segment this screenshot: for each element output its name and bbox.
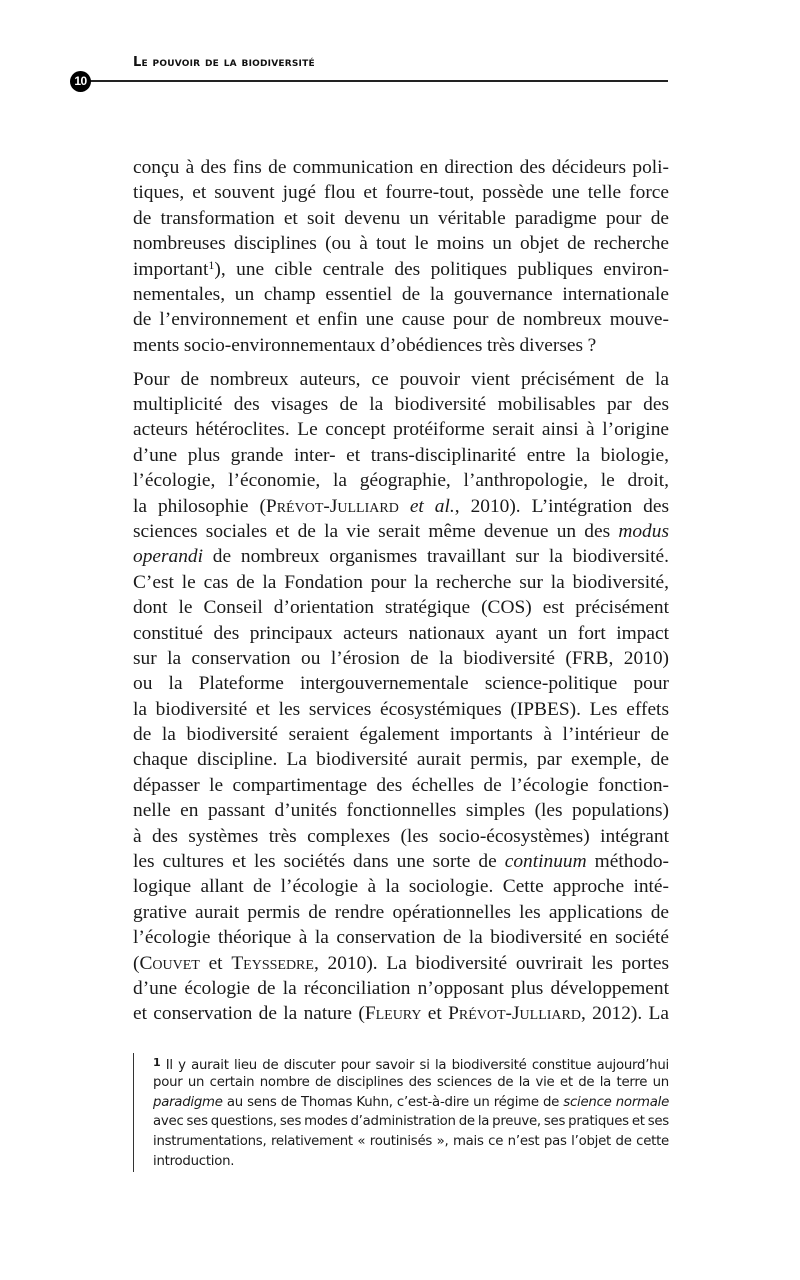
text-segment: grative aurait permis de rendre opérationnelles les applications de — [133, 901, 669, 923]
text-line — [133, 468, 669, 493]
text-segment: tiques, et souvent jugé flou et fourre-tout, possède une telle force — [133, 182, 669, 204]
text-segment: et — [421, 1003, 449, 1025]
text-segment: paradigme — [153, 1094, 223, 1110]
text-line — [133, 900, 669, 925]
text-segment: Prévot-Julliard — [448, 1003, 581, 1025]
text-segment: pour un certain nombre de disciplines des sciences de la vie et de la terre un — [153, 1074, 669, 1090]
text-line — [133, 595, 669, 620]
text-line — [133, 824, 669, 849]
text-segment: et conservation de la nature ( — [133, 1003, 365, 1025]
text-line — [133, 849, 669, 874]
text-line — [153, 1053, 669, 1073]
text-line — [133, 747, 669, 772]
text-segment: , 2012). La — [581, 1003, 669, 1025]
text-line — [133, 976, 669, 1001]
text-segment: de transformation et soit devenu un véritable paradigme pour de — [133, 207, 669, 229]
text-line — [133, 671, 669, 696]
text-line — [133, 307, 669, 332]
text-segment: de la biodiversité seraient également importants à l’intérieur de — [133, 724, 669, 746]
text-line — [133, 697, 669, 722]
text-segment: et al. — [409, 495, 455, 517]
text-segment: introduction. — [153, 1153, 235, 1169]
text-line — [133, 494, 669, 519]
text-segment: 1 — [153, 1056, 161, 1069]
text-segment: la philosophie ( — [133, 495, 266, 517]
text-segment: instrumentations, relativement « routinisés », mais ce n’est pas l’objet de cette — [153, 1134, 669, 1150]
text-segment: nementales, un champ essentiel de la gouvernance internationale — [133, 283, 669, 305]
body-text — [133, 155, 669, 1035]
text-segment — [399, 496, 410, 517]
text-line — [153, 1152, 669, 1172]
footnote-ref: 1 — [208, 257, 215, 272]
text-segment: sur la conservation ou l’érosion de la biodiversité (FRB, 2010) — [133, 647, 669, 669]
text-line — [133, 544, 669, 569]
text-line — [133, 519, 669, 544]
text-line — [133, 798, 669, 823]
text-segment: logique allant de l’écologie à la sociologie. Cette approche inté- — [133, 876, 669, 898]
text-segment: la biodiversité et les services écosystémiques (IPBES). Les effets — [133, 698, 669, 720]
text-line — [133, 925, 669, 950]
text-segment: , 2010). L’intégration des — [454, 495, 669, 517]
text-segment: multiplicité des visages de la biodiversité mobilisables par des — [133, 394, 669, 416]
text-segment: nelle en passant d’unités fonctionnelles simples (les populations) — [133, 800, 669, 822]
text-segment: modus — [618, 520, 669, 542]
text-segment: avec ses questions, ses modes d’administration de la preuve, ses pratiques et ses — [153, 1114, 669, 1130]
text-segment: acteurs hétéroclites. Le concept protéiforme serait ainsi à l’origine — [133, 419, 669, 441]
text-segment: et — [199, 952, 232, 974]
text-line — [133, 392, 669, 417]
text-line — [133, 155, 669, 180]
text-segment: dépasser le compartimentage des échelles de l’écologie fonction- — [133, 774, 669, 796]
text-segment: Fleury — [364, 1003, 422, 1025]
text-segment: nombreuses disciplines (ou à tout le moins un objet de recherche — [133, 233, 669, 255]
text-segment: les cultures et les sociétés dans une sorte de — [133, 851, 505, 873]
text-segment: Teyssedre — [231, 952, 314, 974]
text-segment: C’est le cas de la Fondation pour la recherche sur la biodiversité, — [133, 571, 669, 593]
text-segment: Prévot-Julliard — [265, 495, 399, 517]
text-line — [133, 231, 669, 256]
text-segment: de l’environnement et enfin une cause pour de nombreux mouve- — [133, 309, 669, 331]
text-segment: à des systèmes très complexes (les socio-écosystèmes) intégrant — [133, 825, 669, 847]
text-line — [153, 1073, 669, 1093]
footnote — [133, 1053, 669, 1172]
text-segment: l’écologie théorique à la conservation de la biodiversité en société — [133, 927, 669, 949]
text-segment: ments socio-environnementaux d’obédiences très diverses ? — [133, 334, 597, 356]
header-rule — [88, 80, 668, 82]
text-segment: Couvet — [139, 952, 200, 974]
text-line — [133, 206, 669, 231]
text-segment: operandi — [133, 546, 204, 568]
text-line — [133, 646, 669, 671]
text-line — [133, 333, 669, 358]
text-line — [133, 417, 669, 442]
text-line — [133, 874, 669, 899]
text-segment: chaque discipline. La biodiversité aurait permis, par exemple, de — [133, 749, 669, 771]
text-segment: d’une écologie de la réconciliation n’opposant plus développement — [133, 978, 669, 999]
text-segment: Il y aurait lieu de discuter pour savoir si la biodiversité constitue aujourd’hui — [160, 1057, 669, 1073]
text-segment: Pour de nombreux auteurs, ce pouvoir vient précisément de la — [133, 368, 669, 390]
text-segment: constitué des principaux acteurs nationaux ayant un fort impact — [133, 622, 669, 644]
text-line — [133, 257, 669, 282]
text-segment: l’écologie, l’économie, la géographie, l’anthropologie, le droit, — [133, 470, 669, 492]
text-segment: dont le Conseil d’orientation stratégique (COS) est précisément — [133, 597, 669, 619]
text-segment: important — [133, 258, 209, 280]
paragraph — [133, 155, 669, 358]
text-segment: ), une cible centrale des politiques publiques environ- — [214, 258, 669, 280]
text-line — [153, 1112, 669, 1132]
text-segment: ( — [133, 952, 140, 974]
text-line — [153, 1093, 669, 1113]
text-segment: méthodo- — [586, 851, 669, 873]
text-segment: de nombreux organismes travaillant sur la biodiversité. — [203, 546, 669, 568]
page-number-badge: 10 — [70, 71, 91, 92]
text-line — [133, 773, 669, 798]
text-line — [133, 180, 669, 205]
text-segment: conçu à des fins de communication en direction des décideurs poli- — [133, 157, 669, 178]
text-line — [133, 443, 669, 468]
text-line — [133, 282, 669, 307]
text-line — [133, 722, 669, 747]
text-segment: science normale — [563, 1094, 670, 1110]
text-segment: d’une plus grande inter- et trans-disciplinarité entre la biologie, — [133, 444, 669, 466]
text-line — [133, 367, 669, 392]
running-header-title: Le pouvoir de la biodiversité — [133, 55, 315, 70]
text-line — [153, 1132, 669, 1152]
paragraph — [133, 367, 669, 1027]
text-segment: , 2010). La biodiversité ouvrirait les portes — [313, 952, 669, 974]
text-line — [133, 621, 669, 646]
text-segment: au sens de Thomas Kuhn, c’est-à-dire un régime de — [222, 1094, 564, 1110]
text-line — [133, 951, 669, 976]
text-line — [133, 570, 669, 595]
text-line — [133, 1001, 669, 1026]
text-segment: ou la Plateforme intergouvernementale science-politique pour — [133, 673, 669, 695]
text-segment: continuum — [504, 851, 587, 873]
text-segment: sciences sociales et de la vie serait même devenue un des — [133, 520, 619, 542]
